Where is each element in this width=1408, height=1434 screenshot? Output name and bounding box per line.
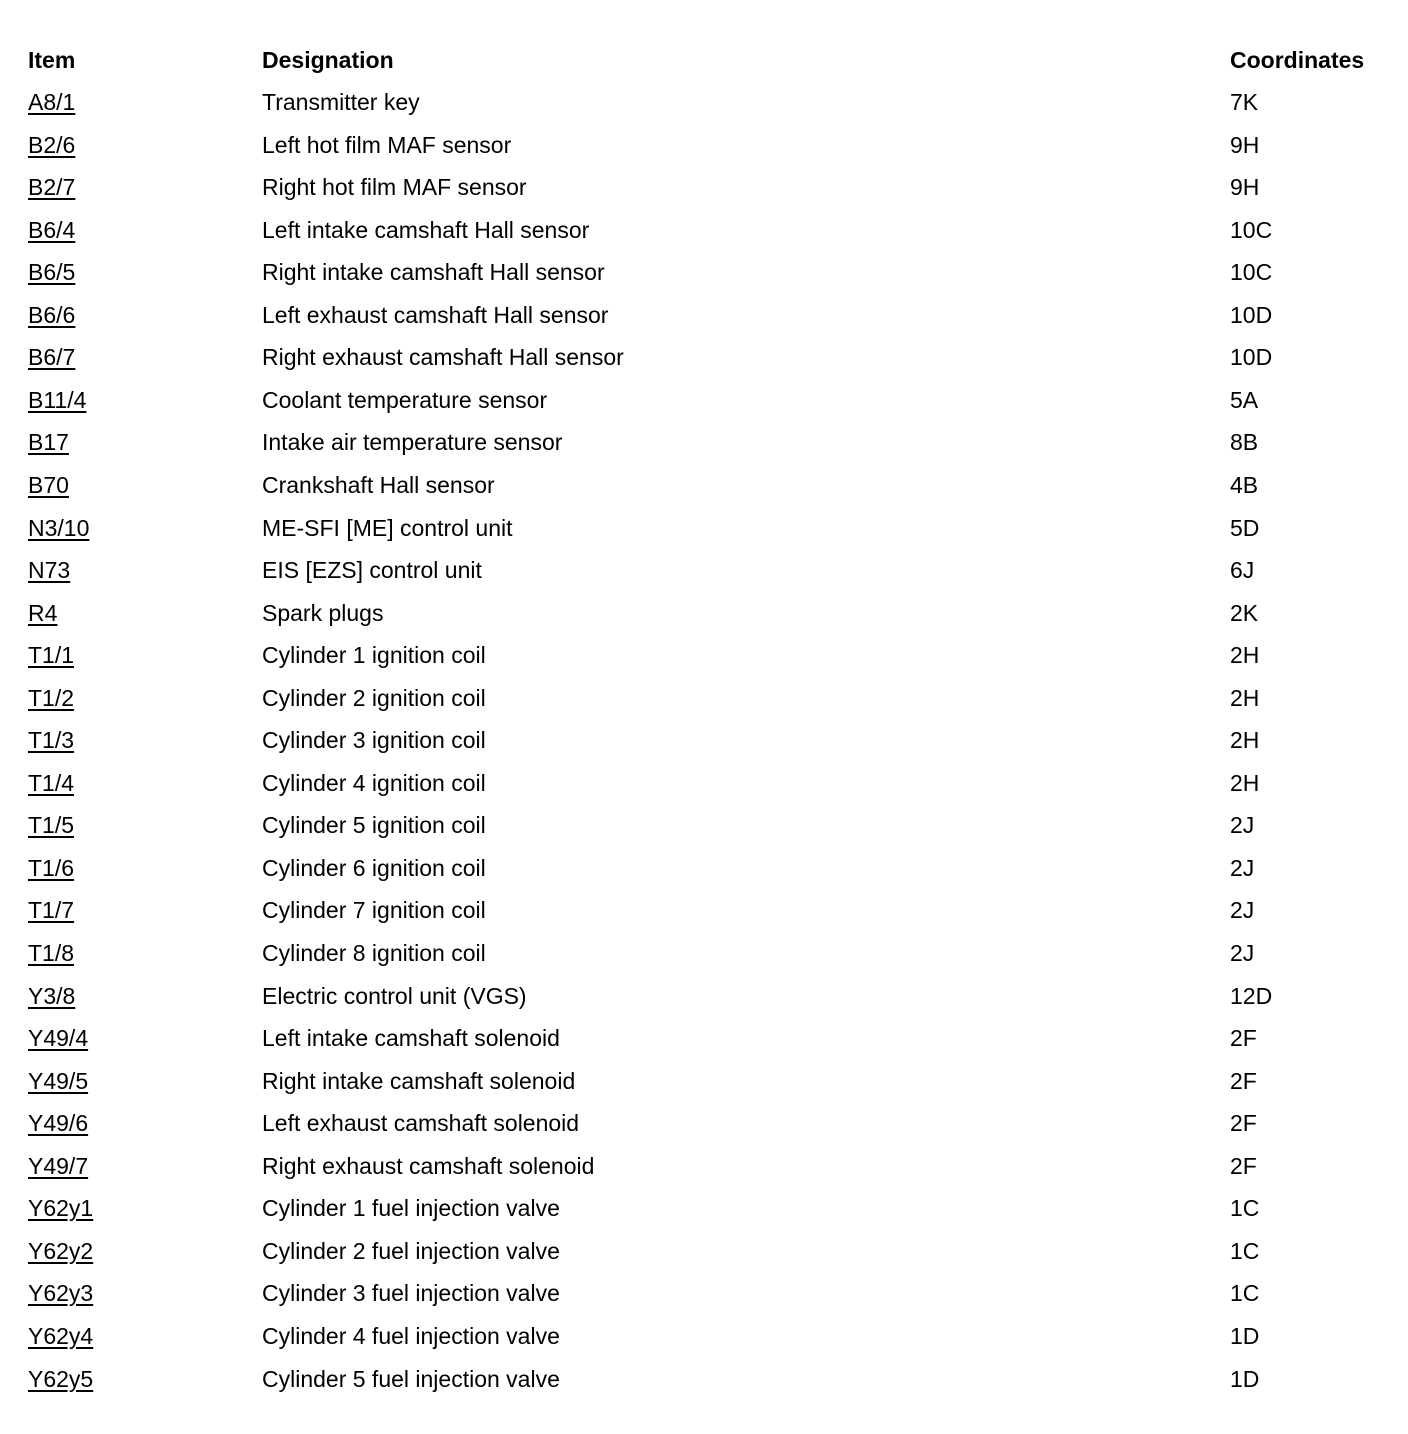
table-row: [0, 762, 1408, 804]
table-row: [0, 336, 1408, 378]
item-link[interactable]: T1/6: [28, 855, 75, 881]
item-link[interactable]: A8/1: [28, 89, 76, 115]
table-row: [0, 421, 1408, 463]
item-link[interactable]: Y49/7: [28, 1153, 89, 1179]
table-row: [0, 975, 1408, 1017]
header-item: Item: [28, 47, 76, 73]
item-link[interactable]: B2/6: [28, 132, 76, 158]
coordinates-cell: 2F: [1230, 1068, 1257, 1094]
designation-cell: Left intake camshaft Hall sensor: [262, 217, 590, 243]
table-row: [0, 719, 1408, 761]
item-cell: [28, 81, 75, 123]
item-cell: [28, 592, 57, 634]
item-cell: [28, 719, 74, 761]
designation-cell: Cylinder 2 ignition coil: [262, 685, 486, 711]
designation-cell: Cylinder 5 fuel injection valve: [262, 1366, 560, 1392]
item-link[interactable]: B6/6: [28, 302, 76, 328]
table-row: [0, 251, 1408, 293]
item-link[interactable]: R4: [28, 600, 58, 626]
designation-cell: Coolant temperature sensor: [262, 387, 548, 413]
designation-cell: Cylinder 4 fuel injection valve: [262, 1323, 560, 1349]
header-designation: Designation: [262, 47, 394, 73]
item-link[interactable]: T1/2: [28, 685, 75, 711]
item-link[interactable]: Y49/4: [28, 1025, 89, 1051]
item-link[interactable]: Y62y5: [28, 1366, 94, 1392]
item-link[interactable]: B2/7: [28, 174, 76, 200]
coordinates-cell: 9H: [1230, 174, 1260, 200]
table-header-row: [0, 39, 1408, 81]
coordinates-cell: 2J: [1230, 855, 1255, 881]
designation-cell: Spark plugs: [262, 600, 384, 626]
item-link[interactable]: Y49/6: [28, 1110, 89, 1136]
item-cell: [28, 209, 75, 251]
coordinates-cell: 6J: [1230, 557, 1255, 583]
designation-cell: Cylinder 3 ignition coil: [262, 727, 486, 753]
designation-cell: Cylinder 8 ignition coil: [262, 940, 486, 966]
coordinates-cell: 2H: [1230, 770, 1260, 796]
item-cell: [28, 1230, 93, 1272]
coordinates-cell: 8B: [1230, 429, 1259, 455]
table-row: [0, 166, 1408, 208]
item-link[interactable]: N73: [28, 557, 71, 583]
item-cell: [28, 124, 75, 166]
coordinates-cell: 10D: [1230, 302, 1273, 328]
designation-cell: Cylinder 4 ignition coil: [262, 770, 486, 796]
designation-cell: Right hot film MAF sensor: [262, 174, 527, 200]
item-cell: [28, 1017, 88, 1059]
item-link[interactable]: Y62y4: [28, 1323, 94, 1349]
table-row: [0, 1272, 1408, 1314]
item-link[interactable]: Y62y3: [28, 1280, 94, 1306]
designation-cell: Cylinder 3 fuel injection valve: [262, 1280, 560, 1306]
table-row: [0, 1315, 1408, 1357]
designation-cell: Left intake camshaft solenoid: [262, 1025, 560, 1051]
item-cell: [28, 804, 74, 846]
table-row: [0, 1017, 1408, 1059]
table-row: [0, 847, 1408, 889]
coordinates-cell: 1C: [1230, 1280, 1260, 1306]
table-row: [0, 889, 1408, 931]
designation-cell: Left exhaust camshaft Hall sensor: [262, 302, 609, 328]
designation-cell: Cylinder 5 ignition coil: [262, 812, 486, 838]
item-cell: [28, 1315, 93, 1357]
item-cell: [28, 1272, 93, 1314]
item-link[interactable]: B6/5: [28, 259, 76, 285]
item-cell: [28, 1102, 88, 1144]
coordinates-cell: 2F: [1230, 1153, 1257, 1179]
coordinates-cell: 1D: [1230, 1366, 1260, 1392]
coordinates-cell: 1D: [1230, 1323, 1260, 1349]
designation-cell: Crankshaft Hall sensor: [262, 472, 495, 498]
item-cell: [28, 762, 74, 804]
table-row: [0, 124, 1408, 166]
table-row: [0, 1102, 1408, 1144]
item-cell: [28, 677, 74, 719]
designation-cell: Left exhaust camshaft solenoid: [262, 1110, 580, 1136]
designation-cell: Cylinder 1 fuel injection valve: [262, 1195, 560, 1221]
table-row: [0, 464, 1408, 506]
designation-cell: Cylinder 7 ignition coil: [262, 897, 486, 923]
item-link[interactable]: Y49/5: [28, 1068, 89, 1094]
coordinates-cell: 2H: [1230, 642, 1260, 668]
item-cell: [28, 166, 75, 208]
table-row: [0, 81, 1408, 123]
item-link[interactable]: Y3/8: [28, 983, 76, 1009]
designation-cell: ME-SFI [ME] control unit: [262, 515, 513, 541]
item-link[interactable]: T1/7: [28, 897, 75, 923]
table-row: [0, 507, 1408, 549]
coordinates-cell: 7K: [1230, 89, 1259, 115]
coordinates-cell: 2J: [1230, 897, 1255, 923]
coordinates-cell: 12D: [1230, 983, 1273, 1009]
coordinates-cell: 5D: [1230, 515, 1260, 541]
item-link[interactable]: T1/3: [28, 727, 75, 753]
table-row: [0, 294, 1408, 336]
table-row: [0, 549, 1408, 591]
item-cell: [28, 1060, 88, 1102]
coordinates-cell: 2J: [1230, 812, 1255, 838]
coordinates-cell: 5A: [1230, 387, 1259, 413]
item-link[interactable]: T1/4: [28, 770, 75, 796]
designation-cell: Cylinder 6 ignition coil: [262, 855, 486, 881]
coordinates-cell: 2K: [1230, 600, 1259, 626]
item-cell: [28, 294, 75, 336]
header-coordinates: Coordinates: [1230, 47, 1365, 73]
item-link[interactable]: T1/5: [28, 812, 75, 838]
designation-cell: Right exhaust camshaft solenoid: [262, 1153, 595, 1179]
item-link[interactable]: B6/7: [28, 344, 76, 370]
coordinates-cell: 2J: [1230, 940, 1255, 966]
table-row: [0, 1358, 1408, 1400]
table-row: [0, 804, 1408, 846]
designation-cell: Right exhaust camshaft Hall sensor: [262, 344, 624, 370]
table-row: [0, 209, 1408, 251]
item-cell: [28, 975, 75, 1017]
item-link[interactable]: B70: [28, 472, 69, 498]
coordinates-cell: 10C: [1230, 259, 1273, 285]
item-cell: [28, 932, 74, 974]
item-cell: [28, 889, 74, 931]
item-link[interactable]: B11/4: [28, 387, 87, 413]
item-cell: [28, 251, 75, 293]
item-cell: [28, 379, 86, 421]
coordinates-cell: 9H: [1230, 132, 1260, 158]
coordinates-cell: 1C: [1230, 1238, 1260, 1264]
designation-cell: Right intake camshaft solenoid: [262, 1068, 576, 1094]
designation-cell: Cylinder 2 fuel injection valve: [262, 1238, 560, 1264]
item-cell: [28, 421, 69, 463]
item-link[interactable]: B17: [28, 429, 69, 455]
designation-cell: EIS [EZS] control unit: [262, 557, 482, 583]
table-row: [0, 1230, 1408, 1272]
item-link[interactable]: Y62y1: [28, 1195, 94, 1221]
item-cell: [28, 464, 69, 506]
item-link[interactable]: T1/1: [28, 642, 75, 668]
table-row: [0, 592, 1408, 634]
coordinates-cell: 2F: [1230, 1025, 1257, 1051]
designation-cell: Left hot film MAF sensor: [262, 132, 512, 158]
item-cell: [28, 549, 70, 591]
coordinates-cell: 4B: [1230, 472, 1259, 498]
table-row: [0, 677, 1408, 719]
table-row: [0, 1060, 1408, 1102]
item-cell: [28, 1358, 93, 1400]
item-cell: [28, 1187, 93, 1229]
item-cell: [28, 336, 75, 378]
coordinates-cell: 2H: [1230, 685, 1260, 711]
coordinates-cell: 10D: [1230, 344, 1273, 370]
table-row: [0, 634, 1408, 676]
item-cell: [28, 847, 74, 889]
table-row: [0, 1145, 1408, 1187]
table-row: [0, 932, 1408, 974]
coordinates-cell: 10C: [1230, 217, 1273, 243]
item-link[interactable]: N3/10: [28, 515, 90, 541]
item-cell: [28, 634, 74, 676]
item-link[interactable]: B6/4: [28, 217, 76, 243]
coordinates-cell: 1C: [1230, 1195, 1260, 1221]
item-link[interactable]: Y62y2: [28, 1238, 94, 1264]
coordinates-cell: 2F: [1230, 1110, 1257, 1136]
designation-cell: Transmitter key: [262, 89, 420, 115]
item-cell: [28, 507, 89, 549]
table-row: [0, 379, 1408, 421]
designation-cell: Intake air temperature sensor: [262, 429, 563, 455]
table-row: [0, 1187, 1408, 1229]
designation-cell: Cylinder 1 ignition coil: [262, 642, 486, 668]
designation-cell: Electric control unit (VGS): [262, 983, 527, 1009]
designation-cell: Right intake camshaft Hall sensor: [262, 259, 605, 285]
coordinates-cell: 2H: [1230, 727, 1260, 753]
item-cell: [28, 1145, 88, 1187]
item-link[interactable]: T1/8: [28, 940, 75, 966]
